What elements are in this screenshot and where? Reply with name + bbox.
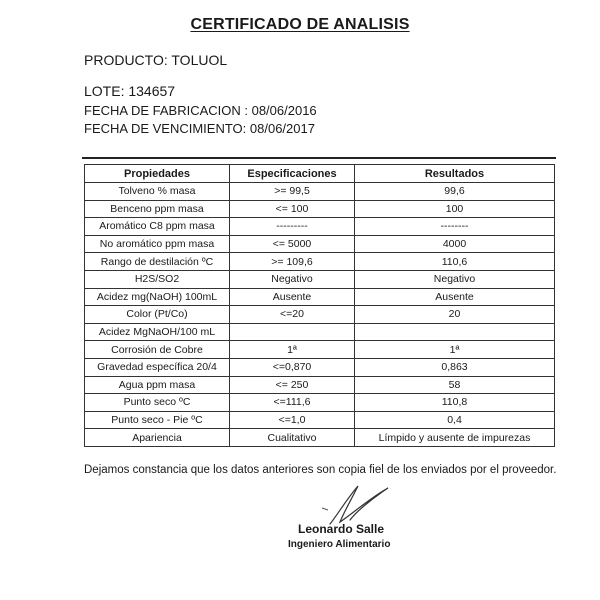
horizontal-rule (82, 157, 556, 159)
table-row (85, 200, 555, 218)
expiry-date-line: FECHA DE VENCIMIENTO: 08/06/2017 (84, 121, 315, 136)
signature-role: Ingeniero Alimentario (288, 539, 391, 550)
document-title: CERTIFICADO DE ANALISIS (190, 16, 410, 33)
cell-resultado: -------- (355, 218, 555, 236)
cell-especificacion (230, 323, 355, 341)
cell-propiedad: Apariencia (85, 429, 230, 447)
cell-propiedad: No aromático ppm masa (85, 235, 230, 253)
table-row (85, 288, 555, 306)
table-row (85, 306, 555, 324)
cell-resultado: 0,863 (355, 358, 555, 376)
cell-resultado: 0,4 (355, 411, 555, 429)
cell-especificacion: Ausente (230, 288, 355, 306)
cell-resultado: Límpido y ausente de impurezas (355, 429, 555, 447)
table-row (85, 394, 555, 412)
table-row (85, 323, 555, 341)
declaration-note: Dejamos constancia que los datos anteriores son copia fiel de los enviados por el proveedor. (84, 464, 557, 476)
cell-propiedad: Benceno ppm masa (85, 200, 230, 218)
table-row (85, 270, 555, 288)
cell-propiedad: Agua ppm masa (85, 376, 230, 394)
table-row (85, 358, 555, 376)
cell-especificacion: Cualitativo (230, 429, 355, 447)
cell-especificacion: Negativo (230, 270, 355, 288)
table-row (85, 235, 555, 253)
cell-propiedad: Punto seco ºC (85, 394, 230, 412)
cell-especificacion: <= 250 (230, 376, 355, 394)
manufacture-date-line: FECHA DE FABRICACION : 08/06/2016 (84, 103, 317, 118)
cell-propiedad: Corrosión de Cobre (85, 341, 230, 359)
cell-especificacion: --------- (230, 218, 355, 236)
header-propiedades: Propiedades (85, 165, 230, 183)
cell-resultado: 110,6 (355, 253, 555, 271)
table-row (85, 376, 555, 394)
cell-especificacion: >= 99,5 (230, 183, 355, 201)
cell-especificacion: 1ª (230, 341, 355, 359)
cell-especificacion: >= 109,6 (230, 253, 355, 271)
cell-propiedad: H2S/SO2 (85, 270, 230, 288)
cell-propiedad: Gravedad específica 20/4 (85, 358, 230, 376)
cell-especificacion: <= 100 (230, 200, 355, 218)
signature-name: Leonardo Salle (298, 522, 385, 536)
cell-propiedad: Color (Pt/Co) (85, 306, 230, 324)
cell-propiedad: Rango de destilación ºC (85, 253, 230, 271)
table-row (85, 341, 555, 359)
cell-propiedad: Tolveno % masa (85, 183, 230, 201)
cell-especificacion: <=111,6 (230, 394, 355, 412)
cell-resultado (355, 323, 555, 341)
table-header-row (85, 165, 555, 183)
cell-resultado: 100 (355, 200, 555, 218)
table-row (85, 218, 555, 236)
cell-propiedad: Aromático C8 ppm masa (85, 218, 230, 236)
table-row (85, 429, 555, 447)
table-row (85, 411, 555, 429)
cell-especificacion: <=0,870 (230, 358, 355, 376)
cell-propiedad: Acidez MgNaOH/100 mL (85, 323, 230, 341)
cell-resultado: Negativo (355, 270, 555, 288)
cell-especificacion: <=1,0 (230, 411, 355, 429)
cell-resultado: 4000 (355, 235, 555, 253)
cell-resultado: Ausente (355, 288, 555, 306)
header-resultados: Resultados (355, 165, 555, 183)
header-especificaciones: Especificaciones (230, 165, 355, 183)
cell-resultado: 1ª (355, 341, 555, 359)
cell-especificacion: <=20 (230, 306, 355, 324)
table-row (85, 183, 555, 201)
signature-scribble (300, 478, 410, 528)
cell-resultado: 58 (355, 376, 555, 394)
table-row (85, 253, 555, 271)
cell-resultado: 99,6 (355, 183, 555, 201)
product-line: PRODUCTO: TOLUOL (84, 52, 228, 68)
cell-especificacion: <= 5000 (230, 235, 355, 253)
lot-line: LOTE: 134657 (84, 83, 176, 99)
cell-resultado: 20 (355, 306, 555, 324)
cell-propiedad: Punto seco - Pie ºC (85, 411, 230, 429)
analysis-table (84, 164, 555, 447)
cell-propiedad: Acidez mg(NaOH) 100mL (85, 288, 230, 306)
cell-resultado: 110,8 (355, 394, 555, 412)
